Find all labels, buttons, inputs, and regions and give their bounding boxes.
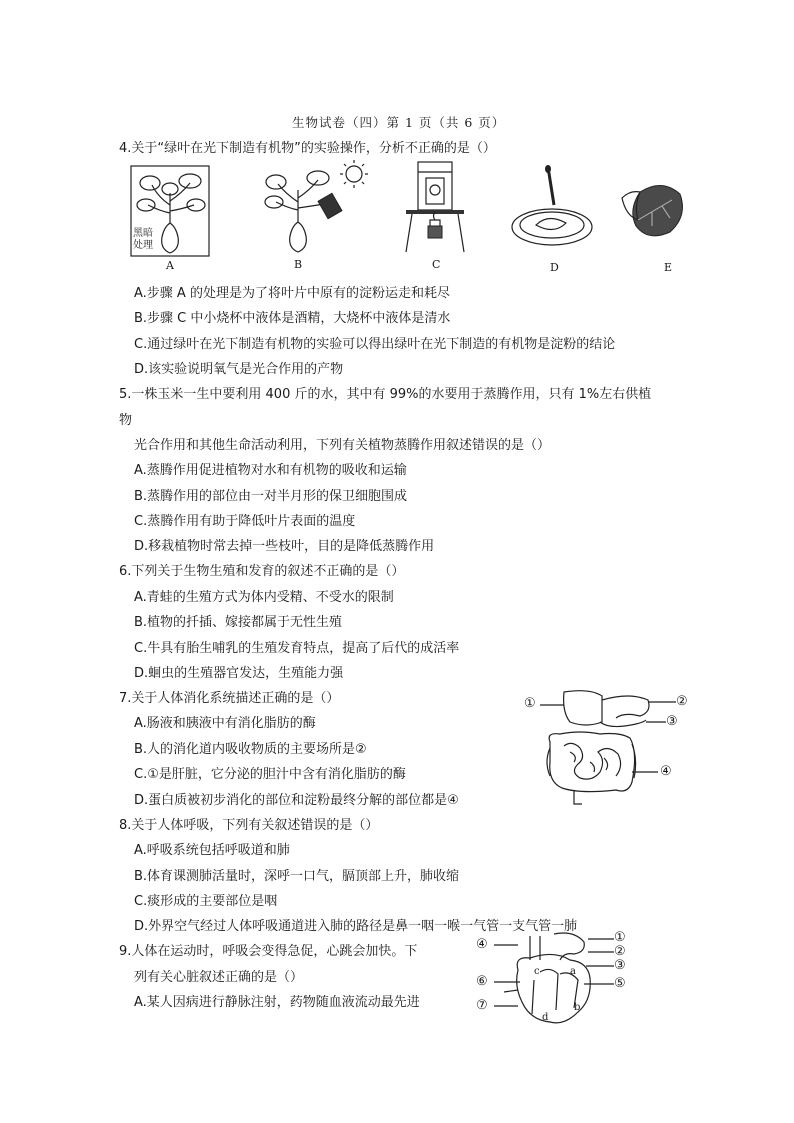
heart-label-1: ①: [614, 930, 626, 945]
heart-label-3: ③: [614, 958, 626, 973]
q6-option-a: A.青蛙的生殖方式为体内受精、不受水的限制: [134, 590, 394, 605]
q7-option-c: C.①是肝脏，它分泌的胆汁中含有消化脂肪的酶: [134, 767, 406, 782]
q8-option-c: C.痰形成的主要部位是咽: [134, 894, 278, 909]
q4-option-b: B.步骤 C 中小烧杯中液体是酒精，大烧杯中液体是清水: [134, 311, 451, 326]
q5-option-d: D.移栽植物时常去掉一些枝叶，目的是降低蒸腾作用: [134, 539, 435, 554]
question-4-stem: 4.关于“绿叶在光下制造有机物”的实验操作，分析不正确的是（）: [119, 141, 496, 156]
q4-option-d: D.该实验说明氧气是光合作用的产物: [134, 362, 344, 377]
digestive-system-figure: [520, 682, 690, 812]
page-header: 生物试卷（四）第 1 页（共 6 页）: [292, 115, 506, 130]
heart-label-7: ⑦: [476, 998, 488, 1013]
heart-letter-d: d: [542, 1012, 549, 1023]
question-8-stem: 8.关于人体呼吸，下列有关叙述错误的是（）: [119, 818, 379, 833]
figure-step-e: [618, 176, 690, 246]
q7-option-b: B.人的消化道内吸收物质的主要场所是②: [134, 742, 367, 757]
figure-step-b: [262, 160, 372, 256]
heart-letter-a: a: [570, 966, 576, 977]
heart-label-6: ⑥: [476, 974, 488, 989]
q5-option-a: A.蒸腾作用促进植物对水和有机物的吸收和运输: [134, 463, 407, 478]
heart-letter-c: c: [534, 966, 540, 977]
q6-option-c: C.牛具有胎生哺乳的生殖发育特点，提高了后代的成活率: [134, 641, 460, 656]
figure-step-d: [508, 165, 598, 251]
question-7-stem: 7.关于人体消化系统描述正确的是（）: [119, 691, 340, 706]
question-5-stem-line1: 5.一株玉米一生中要利用 400 斤的水，其中有 99%的水要用于蒸腾作用，只有 1%左右供植: [119, 387, 652, 402]
heart-label-4: ④: [476, 937, 488, 952]
q8-option-b: B.体育课测肺活量时，深呼一口气，膈顶部上升，肺收缩: [134, 869, 460, 884]
q7-option-d: D.蛋白质被初步消化的部位和淀粉最终分解的部位都是④: [134, 793, 459, 808]
figure-step-c: [402, 160, 472, 256]
q7-option-a: A.肠液和胰液中有消化脂肪的酶: [134, 716, 316, 731]
question-9-stem-line2: 列有关心脏叙述正确的是（）: [134, 970, 304, 985]
heart-letter-b: b: [574, 1002, 581, 1013]
question-9-stem-line1: 9.人体在运动时，呼吸会变得急促，心跳会加快。下: [119, 944, 418, 959]
figure-label-a: A: [166, 259, 174, 272]
heart-label-5: ⑤: [614, 976, 626, 991]
q6-option-d: D.蛔虫的生殖器官发达，生殖能力强: [134, 666, 344, 681]
figure-label-b: B: [294, 258, 303, 271]
question-6-stem: 6.下列关于生物生殖和发育的叙述不正确的是（）: [119, 564, 405, 579]
figure-label-e: E: [664, 261, 673, 274]
q4-option-c: C.通过绿叶在光下制造有机物的实验可以得出绿叶在光下制造的有机物是淀粉的结论: [134, 337, 616, 352]
q9-option-a: A.某人因病进行静脉注射，药物随血液流动最先进: [134, 995, 420, 1010]
heart-label-2: ②: [614, 944, 626, 959]
figure-label-d: D: [550, 261, 559, 274]
q8-option-d: D.外界空气经过人体呼吸通道进入肺的路径是鼻一咽一喉一气管一支气管一肺: [134, 919, 578, 934]
q5-option-b: B.蒸腾作用的部位由一对半月形的保卫细胞围成: [134, 489, 408, 504]
digestive-label-2: ②: [676, 694, 688, 709]
digestive-label-1: ①: [524, 696, 536, 711]
figure-label-c: C: [432, 258, 441, 271]
q8-option-a: A.呼吸系统包括呼吸道和肺: [134, 843, 290, 858]
question-5-stem-line2: 物: [119, 413, 133, 428]
q5-option-c: C.蒸腾作用有助于降低叶片表面的温度: [134, 514, 356, 529]
dark-treatment-label: 黑暗处理: [133, 228, 153, 251]
q6-option-b: B.植物的扦插、嫁接都属于无性生殖: [134, 615, 343, 630]
question-5-stem-line3: 光合作用和其他生命活动利用，下列有关植物蒸腾作用叙述错误的是（）: [134, 438, 551, 453]
digestive-label-3: ③: [666, 714, 678, 729]
q4-option-a: A.步骤 A 的处理是为了将叶片中原有的淀粉运走和耗尽: [134, 286, 450, 301]
digestive-label-4: ④: [660, 764, 672, 779]
